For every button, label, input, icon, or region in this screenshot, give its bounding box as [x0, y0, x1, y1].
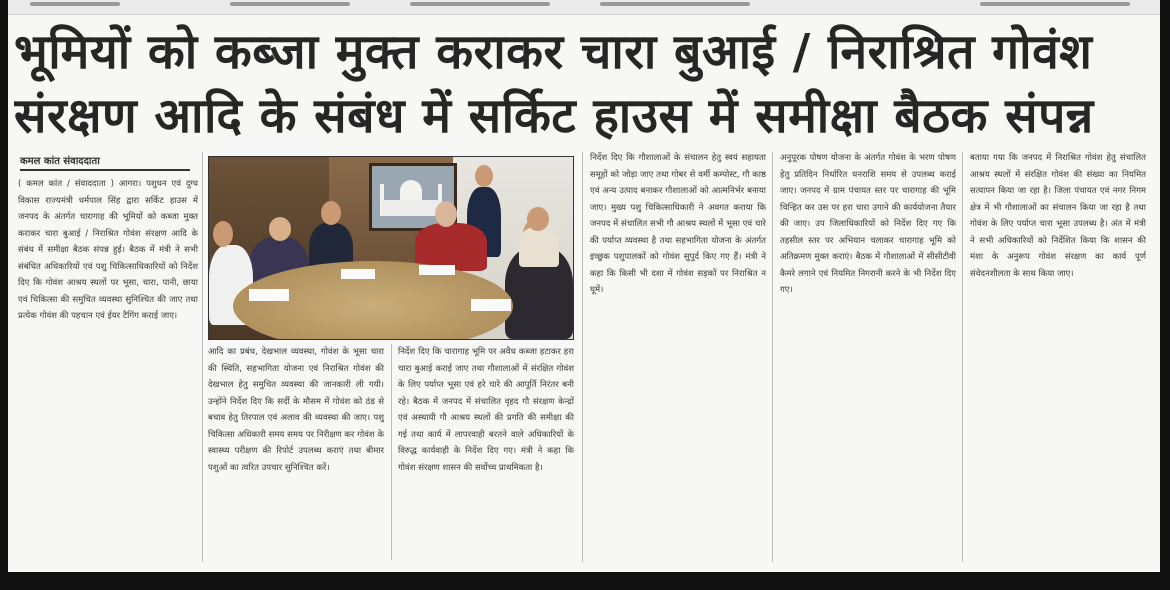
meeting-photo: [208, 156, 574, 340]
article-text: ( कमल कांत / संवाददाता ) आगरा। पशुधन एवं दुग्ध विकास राज्यमंत्री धर्मपाल सिंह द्वारा सर्किट हाउस में जनपद के अंतर्गत चारागाह की भूमियों को कब्जा मुक्त कराकर चारा बुआई / निराश्रित गोवंश संरक्षण आदि के संबंध में समीक्षा बैठक संपन्न हुई। बैठक में मंत्री ने सभी संबंधित अधिकारियों एवं पशु चिकित्साधिकारियों को निर्देश दिए कि गोवंश आश्रय स्थलों पर भूसा, चारा, पानी, छाया एवं चिकित्सा की समुचित व्यवस्था सुनिश्चित की जाए तथा प्रत्येक गोवंश की पहचान एवं ईयर टैगिंग कराई जाए।: [18, 179, 198, 321]
headline-line-1: भूमियों को कब्जा मुक्त कराकर चारा बुआई / निराश्रित गोवंश: [14, 24, 1093, 80]
article-text: निर्देश दिए कि गौशालाओं के संचालन हेतु स्वयं सहायता समूहों को जोड़ा जाए तथा गोबर से वर्मी कम्पोस्ट, गौ काष्ठ एवं अन्य उत्पाद बनाकर गौशालाओं को आत्मनिर्भर बनाया जाए। मुख्य पशु चिकित्साधिकारी ने अवगत कराया कि जनपद में संचालित सभी गौ आश्रय स्थलों में भूसा एवं चारे की पर्याप्त व्यवस्था है तथा सहभागिता योजना के अंतर्गत इच्छुक पशुपालकों को गोवंश सुपुर्द किए गए हैं। मंत्री ने कहा कि किसी भी दशा में गोवंश सड़कों पर निराश्रित न घूमें।: [590, 153, 766, 295]
scan-border-right: [1160, 0, 1170, 590]
article-text: आदि का प्रबंध, देखभाल व्यवस्था, गोवंश के भूसा चारा की स्थिति, सहभागिता योजना एवं निराश्रित गोवंश की देखभाल हेतु समुचित व्यवस्था की जानकारी ली गयी। उन्होंने निर्देश दिए कि सर्दी के मौसम में गोवंश को ठंड से बचाव हेतु तिरपाल एवं अलाव की व्यवस्था की जाए। पशु चिकित्सा अधिकारी समय समय पर निरीक्षण कर गोवंश के स्वास्थ्य परीक्षण की रिपोर्ट उपलब्ध कराएं तथा बीमार पशुओं का त्वरित उपचार सुनिश्चित करें।: [208, 347, 384, 473]
article-column-6: [970, 150, 1146, 556]
article-text: निर्देश दिए कि चारागाह भूमि पर अवैध कब्जा हटाकर हरा चारा बुआई कराई जाए तथा गौशालाओं में संरक्षित गोवंश के लिए पर्याप्त भूसा एवं हरे चारे की आपूर्ति निरंतर बनी रहे। बैठक में जनपद में संचालित वृहद गौ संरक्षण केन्द्रों एवं अस्थायी गौ आश्रय स्थलों की प्रगति की समीक्षा की गई तथा कार्य में लापरवाही बरतने वाले अधिकारियों के विरुद्ध कार्यवाही के निर्देश दिए गए। मंत्री ने कहा कि गोवंश संरक्षण शासन की सर्वोच्च प्राथमिकता है।: [398, 347, 574, 473]
column-rule: [391, 344, 392, 560]
cropped-top-strip: [0, 0, 1170, 15]
article-text: अनुपूरक पोषण योजना के अंतर्गत गोवंश के भरण पोषण हेतु प्रतिदिन निर्धारित धनराशि समय से उपलब्ध कराई जाए। जनपद में ग्राम पंचायत स्तर पर चारागाह की भूमि चिन्हित कर उस पर हरा चारा उगाने की कार्ययोजना तैयार की जाए। उप जिलाधिकारियों को निर्देश दिए गए कि तहसील स्तर पर अभियान चलाकर चारागाह भूमि को अतिक्रमण मुक्त कराएं। बैठक में गौशालाओं में सीसीटीवी कैमरे लगाने एवं नियमित निगरानी करने के भी निर्देश दिए गए।: [780, 153, 956, 295]
headline-line-2: संरक्षण आदि के संबंध में सर्किट हाउस में समीक्षा बैठक संपन्न: [14, 88, 1094, 144]
byline: कमल कांत संवाददाता: [20, 153, 190, 171]
scan-border-bottom: [0, 572, 1170, 590]
scan-border-left: [0, 0, 8, 590]
article-column-5: [780, 150, 956, 556]
column-rule: [582, 152, 583, 562]
article-text: बताया गया कि जनपद में निराश्रित गोवंश हेतु संचालित आश्रय स्थलों में संरक्षित गोवंश की संख्या का नियमित सत्यापन किया जा रहा है। जिला पंचायत एवं नगर निगम क्षेत्र में भी गौशालाओं का संचालन किया जा रहा है तथा गोवंश के लिए पर्याप्त चारा भूसा उपलब्ध है। अंत में मंत्री ने सभी अधिकारियों को निर्देशित किया कि शासन की मंशा के अनुरूप गोवंश संरक्षण का कार्य पूर्ण संवेदनशीलता के साथ किया जाए।: [970, 153, 1146, 279]
article-column-4: [590, 150, 766, 556]
column-rule: [202, 152, 203, 562]
article-column-1: [18, 176, 198, 556]
column-rule: [772, 152, 773, 562]
article-column-2: [208, 344, 384, 556]
article-column-3: [398, 344, 574, 556]
column-rule: [962, 152, 963, 562]
